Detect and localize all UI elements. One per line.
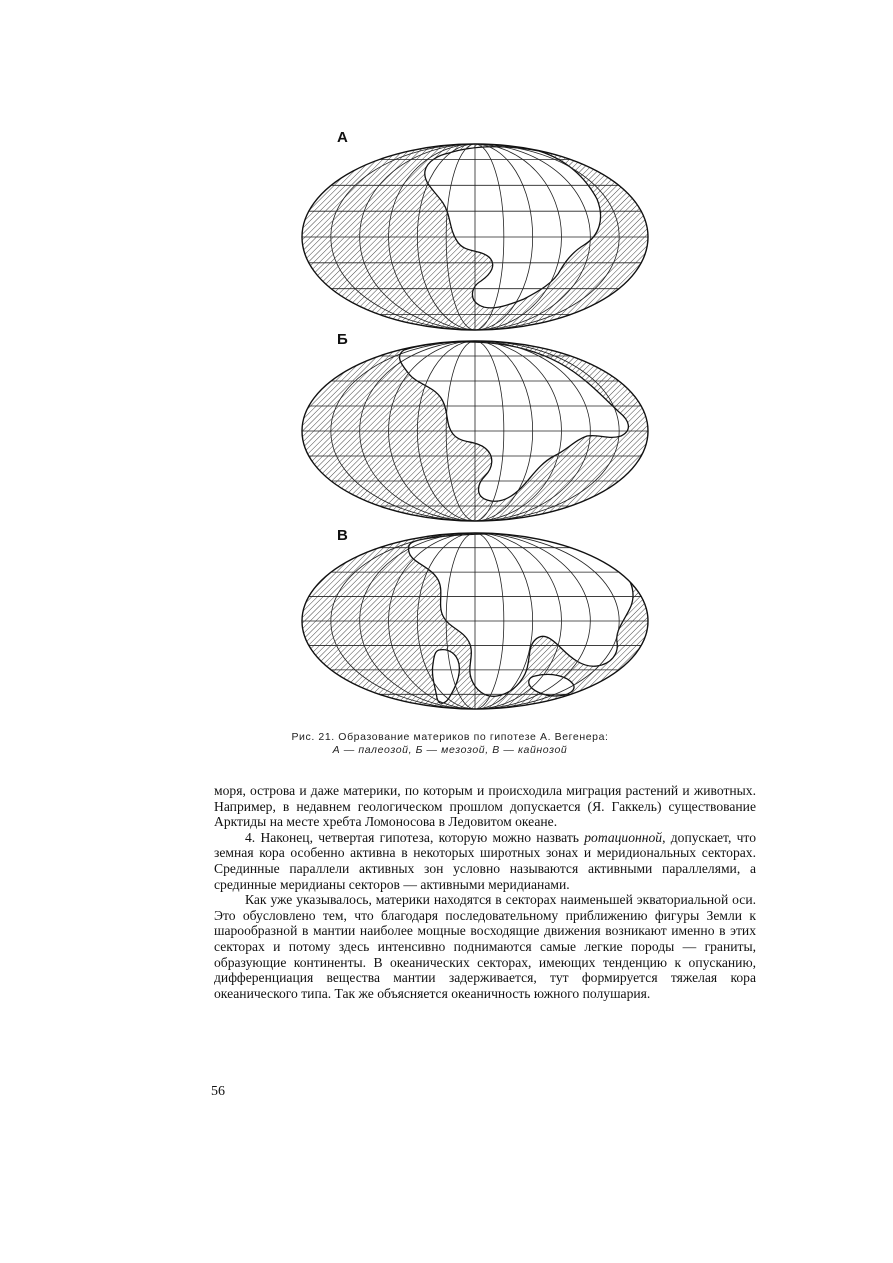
map-mesozoic [299, 338, 651, 524]
map-label-b: Б [337, 331, 348, 348]
figure-caption [240, 731, 660, 757]
caption-title: Рис. 21. Образование материков по гипотезе А. Вегенера: [291, 731, 609, 743]
caption-legend: А — палеозой, Б — мезозой, В — кайнозой [332, 744, 568, 756]
paragraph-1: моря, острова и даже материки, по которым и происходила миграция растений и животных. Например, в недавнем геологическом прошлом допускается (Я. Гаккель) существование Арктиды на месте хребта Ломоносова в Ледовитом океане. [214, 783, 756, 830]
map-label-v: В [337, 527, 348, 544]
paragraph-2-emphasis: ротационной [584, 829, 663, 845]
paragraph-2-end: , допускает, что земная кора особенно активна в некоторых широтных зонах и меридиональных секторах. Срединные параллели активных зон условно называются активными параллелями, а срединные меридианы секторов — активными меридианами. [214, 829, 756, 892]
map-label-a: А [337, 129, 348, 146]
map-cenozoic [299, 530, 651, 712]
paragraph-2-start: 4. Наконец, четвертая гипотеза, которую можно назвать [245, 829, 585, 845]
page-number: 56 [211, 1084, 225, 1099]
paragraph-2 [214, 830, 756, 892]
body-text [214, 783, 756, 1001]
map-paleozoic [299, 141, 651, 333]
paragraph-3: Как уже указывалось, материки находятся в секторах наименьшей экваториальной оси. Это обусловлено тем, что благодаря последовательному приближению фигуры Земли к шарообразной в мантии наиболее мощные восходящие движения возникают именно в этих секторах и потому здесь интенсивно поднимаются самые легкие породы — граниты, образующие континенты. В океанических секторах, имеющих тенденцию к опусканию, дифференциация вещества мантии задерживается, тут формируется тяжелая кора океанического типа. Так же объясняется океаничность южного полушария. [214, 892, 756, 1001]
